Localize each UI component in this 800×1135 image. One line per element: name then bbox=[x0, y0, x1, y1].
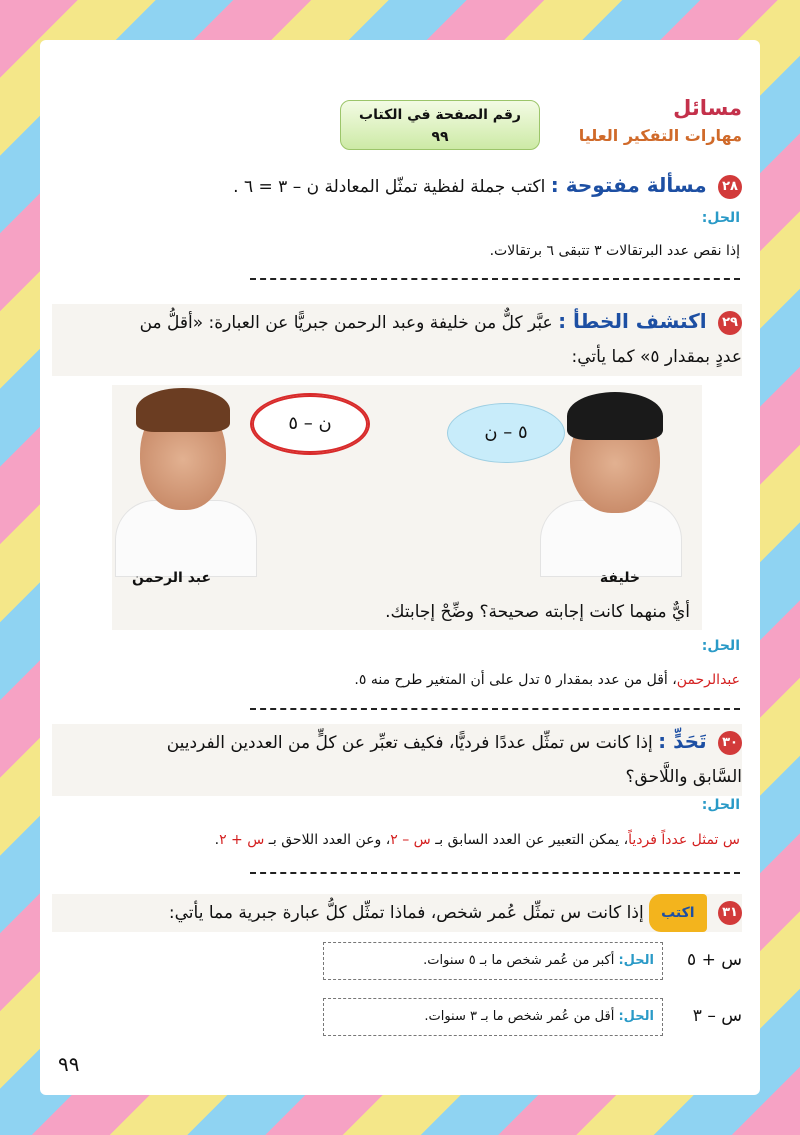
solution-part: س + ٢ bbox=[219, 832, 265, 848]
question-text-line1: إذا كانت س تمثِّل عددًا فرديًّا، فكيف تعبِّر عن كلٍّ من العددين الفرديين bbox=[166, 733, 653, 753]
solution-label: الحل: bbox=[618, 1009, 654, 1024]
name-khalifa: خليفة bbox=[599, 570, 640, 586]
speech-bubble-khalifa: ٥ – ن bbox=[447, 403, 565, 463]
question-text-line1: عبَّر كلٌّ من خليفة وعبد الرحمن جبريًّا عن العبارة: «أقلُّ من bbox=[139, 313, 553, 333]
dashed-divider bbox=[250, 708, 740, 710]
answer-box-1 bbox=[323, 942, 663, 980]
solution-part: ، يمكن التعبير عن العدد السابق بـ bbox=[430, 832, 629, 848]
question-text-line2: السَّابق واللَّاحق؟ bbox=[625, 767, 742, 787]
speech-bubble-abdulrahman: ن – ٥ bbox=[250, 393, 370, 455]
book-page-label: رقم الصفحة في الكتاب bbox=[359, 107, 521, 123]
section-subtitle: مهارات التفكير العليا bbox=[578, 126, 742, 145]
question-number-badge: ٣٠ bbox=[718, 731, 742, 755]
question-29 bbox=[52, 304, 742, 376]
dashed-divider bbox=[250, 872, 740, 874]
question-text-line2: عددٍ بمقدار ٥» كما يأتي: bbox=[571, 347, 742, 367]
section-title: مسائل bbox=[673, 96, 742, 120]
question-29-prompt: أيٌّ منهما كانت إجابته صحيحة؟ وضِّحْ إجابتك. bbox=[385, 602, 690, 622]
question-number-badge: ٢٩ bbox=[718, 311, 742, 335]
khalifa-hair bbox=[567, 392, 663, 440]
question-number-badge: ٣١ bbox=[718, 901, 742, 925]
abdulrahman-shirt bbox=[115, 500, 257, 577]
question-title: تَحَدٍّ : bbox=[658, 729, 707, 753]
name-abdulrahman: عبد الرحمن bbox=[132, 570, 212, 586]
abdulrahman-hair bbox=[136, 388, 230, 432]
solution-text: إذا نقص عدد البرتقالات ٣ تتبقى ٦ برتقالات. bbox=[489, 243, 740, 259]
solution-part: . bbox=[214, 832, 220, 848]
solution-label: الحل: bbox=[701, 638, 740, 654]
write-badge: اكتب bbox=[649, 894, 706, 932]
solution-text bbox=[354, 672, 740, 688]
question-28 bbox=[52, 168, 742, 204]
expression-2: س – ٣ bbox=[692, 1006, 742, 1026]
answer-text: أقل من عُمر شخص ما بـ ٣ سنوات. bbox=[424, 1009, 615, 1024]
book-page-number: ٩٩ bbox=[431, 129, 449, 145]
question-30 bbox=[52, 724, 742, 796]
dashed-divider bbox=[250, 278, 740, 280]
solution-highlight: عبدالرحمن bbox=[676, 672, 740, 688]
worksheet-page bbox=[40, 40, 760, 1095]
page-number: ٩٩ bbox=[58, 1052, 80, 1076]
question-text: إذا كانت س تمثِّل عُمر شخص، فماذا تمثِّل كلُّ عبارة جبرية مما يأتي: bbox=[168, 903, 644, 923]
solution-label: الحل: bbox=[618, 953, 654, 968]
book-page-box bbox=[340, 100, 540, 150]
solution-part: س – ٢ bbox=[390, 832, 431, 848]
solution-part: س تمثل عدداً فردياً bbox=[628, 832, 740, 848]
question-text: اكتب جملة لفظية تمثّل المعادلة ن – ٣ = ٦ . bbox=[233, 177, 546, 197]
question-title: اكتشف الخطأ : bbox=[558, 309, 707, 333]
solution-label: الحل: bbox=[701, 797, 740, 813]
question-31 bbox=[52, 894, 742, 932]
solution-part: ، وعن العدد اللاحق بـ bbox=[264, 832, 391, 848]
expression-1: س + ٥ bbox=[687, 950, 742, 970]
solution-rest: ، أقل من عدد بمقدار ٥ تدل على أن المتغير طرح منه ٥. bbox=[354, 672, 677, 688]
answer-box-2 bbox=[323, 998, 663, 1036]
answer-text: أكبر من عُمر شخص ما بـ ٥ سنوات. bbox=[423, 953, 615, 968]
question-number-badge: ٢٨ bbox=[718, 175, 742, 199]
question-title: مسألة مفتوحة : bbox=[550, 173, 707, 197]
solution-label: الحل: bbox=[701, 210, 740, 226]
solution-text bbox=[215, 832, 740, 848]
